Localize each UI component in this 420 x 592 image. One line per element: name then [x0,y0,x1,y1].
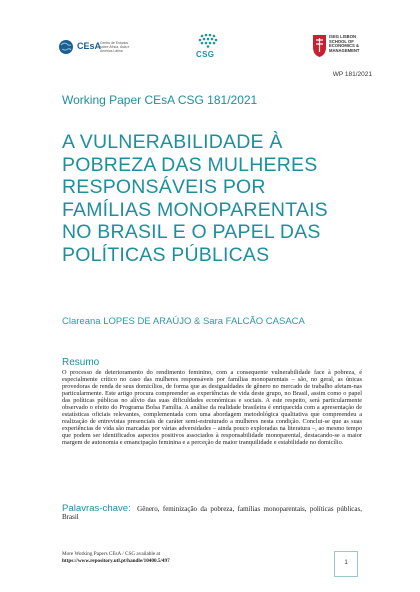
title-line: POLÍTICAS PÚBLICAS [62,243,270,266]
ceesa-logo-text: CEsA [77,41,102,51]
iseg-logo-text: ISEG LISBON SCHOOL OF ECONOMICS & MANAGEMENT [329,34,360,53]
shield-icon [312,34,327,58]
title-line: NO BRASIL E O PAPEL DAS [62,221,321,243]
repository-link[interactable]: https://www.repository.utl.pt/handle/10400.5/497 [62,557,170,564]
page-number: 1 [344,560,348,566]
working-paper-number: WP 181/2021 [332,71,372,78]
abstract-heading: Resumo [62,357,100,368]
abstract-text: O processo de deterioramento do rendimento feminino, com a consequente vulnerabilidade face à pobreza, é especialmente crítico no caso das mulheres responsáveis por famílias monoparentais – são, no geral, as únicas provedoras de renda de seus domicílios, de forma que as desigualdades de gênero no mercado de trabalho afetam-nas particularmente. Este artigo procura compreender as experiências de vida deste grupo, no Brasil, assim como o papel das políticas públicas no alívio das suas dificuldades económicas e sociais. A este respeito, será particularmente observado o efeito do Programa Bolsa Família. A análise da realidade brasileira é enriquecida com a apresentação de estatísticas oficiais relevantes, complementada com uma abordagem metodológica qualitativa que compreendeu a realização de entrevistas presenciais de caráter semi-estruturado a mulheres nesta condição. Conclui-se que as suas experiências de vida são marcadas por várias adversidades – ainda pouco exploradas na literatura –, ao mesmo tempo que podem ser identificados aspectos positivos associados à responsabilidade monoparental, destacando-se a maior margem de autonomia e emancipação feminina e a perceção de maior tranquilidade e estabilidade no domicílio. [62,369,362,447]
csg-logo-text: CSG [196,50,215,59]
title-line: A VULNERABILIDADE À [62,131,283,153]
dots-icon [190,32,228,50]
page-number-box [334,551,358,577]
csg-logo [190,32,228,62]
authors: Clareana LOPES DE ARAÚJO & Sara FALCÃO CASACA [62,316,305,327]
keywords-section [62,505,362,521]
series-title: Working Paper CEsA CSG 181/2021 [62,93,258,107]
ceesa-tagline: Centro de Estudos sobre África, Ásia e América Latina [100,41,130,53]
keywords-label: Palavras-chave: [62,503,131,514]
keywords-text: Gênero, feminização da pobreza, famílias monoparentais, políticas públicas, Brasil [62,505,362,521]
document-title [62,131,382,266]
title-line: RESPONSÁVEIS POR [62,176,266,198]
title-line: FAMÍLIAS MONOPARENTAIS [62,198,328,221]
more-info-label: More Working Papers CEsA / CSG available at [62,551,161,557]
ceesa-logo [58,38,130,56]
title-line: POBREZA DAS MULHERES [62,153,318,176]
iseg-logo [312,34,372,62]
more-info [62,551,170,564]
